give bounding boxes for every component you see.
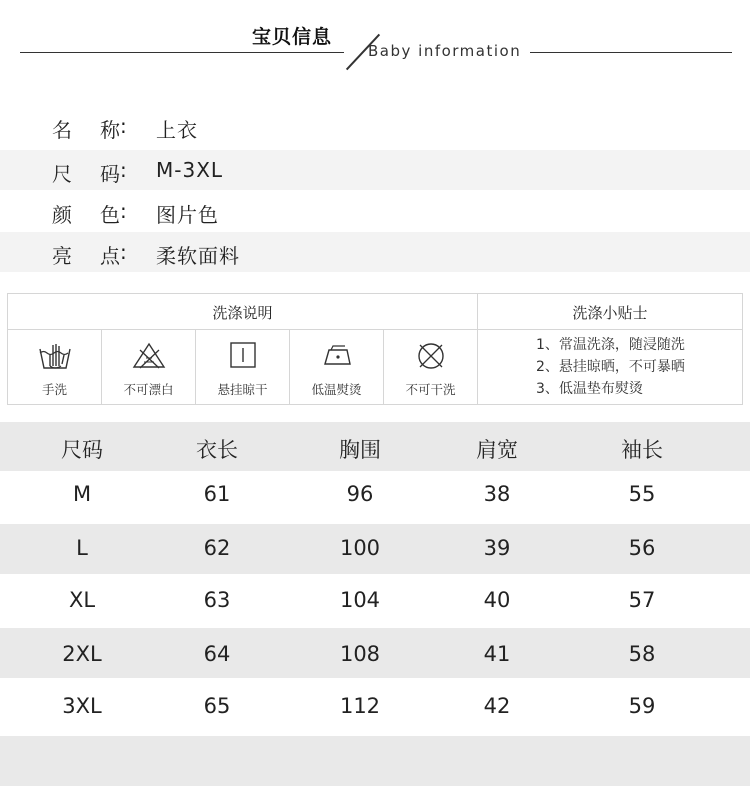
care-label: 低温熨烫	[311, 382, 362, 397]
info-key-char: 亮	[52, 244, 72, 268]
table-cell: 56	[628, 536, 656, 560]
info-value: M-3XL	[156, 158, 224, 182]
low-iron-icon	[319, 340, 355, 370]
section-title: 宝贝信息	[252, 26, 333, 48]
table-cell: 108	[339, 642, 381, 666]
hand-wash-icon	[37, 340, 73, 372]
info-key-char: 点	[100, 244, 120, 268]
table-cell: 41	[483, 642, 511, 666]
info-value: 柔软面料	[156, 244, 240, 268]
table-cell: 59	[628, 694, 656, 718]
column-header: 衣长	[196, 438, 238, 462]
info-row-highlight	[0, 232, 750, 272]
info-key-char: 码	[100, 162, 120, 186]
table-row	[0, 471, 750, 524]
table-cell: 2XL	[62, 642, 102, 666]
care-label: 手洗	[41, 382, 67, 397]
table-cell: 57	[628, 588, 656, 612]
care-label: 不可漂白	[123, 382, 174, 397]
column-header: 袖长	[621, 438, 663, 462]
table-cell: 58	[628, 642, 656, 666]
care-item-hand-wash	[8, 330, 101, 404]
table-row	[0, 628, 750, 678]
care-label: 不可干洗	[405, 382, 456, 397]
info-key-char: 色	[100, 203, 120, 227]
info-row-color	[0, 191, 750, 231]
info-key-char: 称	[100, 118, 120, 142]
table-cell: 64	[203, 642, 231, 666]
table-cell: 40	[483, 588, 511, 612]
tip-item: 1、常温洗涤，随浸随洗	[536, 337, 685, 353]
divider	[477, 294, 478, 404]
table-footer-band	[0, 736, 750, 786]
table-cell: 42	[483, 694, 511, 718]
section-header	[0, 0, 750, 80]
table-cell: 3XL	[62, 694, 102, 718]
table-cell: 39	[483, 536, 511, 560]
info-value: 图片色	[156, 203, 219, 227]
no-dry-clean-icon	[414, 340, 448, 372]
column-header: 肩宽	[476, 438, 518, 462]
column-header: 胸围	[339, 438, 381, 462]
table-cell: M	[72, 482, 92, 506]
table-row	[0, 678, 750, 736]
tip-item: 3、低温垫布熨烫	[536, 381, 643, 397]
product-info	[0, 106, 750, 273]
care-instructions-box	[7, 293, 743, 405]
tip-item: 2、悬挂晾晒，不可暴晒	[536, 359, 685, 375]
colon: :	[120, 199, 127, 223]
table-cell: XL	[68, 588, 96, 612]
table-cell: L	[76, 536, 88, 560]
table-row	[0, 574, 750, 628]
info-key-char: 名	[52, 118, 72, 142]
care-item-no-dry-clean	[384, 330, 477, 404]
care-item-hang-dry	[196, 330, 289, 404]
table-cell: 96	[346, 482, 374, 506]
section-subtitle: Baby information	[368, 42, 522, 60]
tips-title: 洗涤小贴士	[572, 304, 648, 322]
info-key-char: 尺	[52, 162, 72, 186]
table-cell: 104	[339, 588, 381, 612]
table-cell: 38	[483, 482, 511, 506]
table-cell: 61	[203, 482, 231, 506]
size-table-header	[0, 422, 750, 471]
table-cell: 65	[203, 694, 231, 718]
size-table	[0, 422, 750, 786]
table-cell: 62	[203, 536, 231, 560]
colon: :	[120, 158, 127, 182]
column-header: 尺码	[61, 438, 103, 462]
care-item-low-iron	[290, 330, 383, 404]
table-cell: 100	[339, 536, 381, 560]
table-cell: 63	[203, 588, 231, 612]
table-cell: 112	[339, 694, 381, 718]
care-item-no-bleach	[102, 330, 195, 404]
info-value: 上衣	[156, 118, 198, 142]
colon: :	[120, 240, 127, 264]
table-cell: 55	[628, 482, 656, 506]
info-row-name	[0, 106, 750, 146]
no-bleach-icon	[131, 340, 167, 370]
hang-dry-icon	[228, 340, 258, 370]
table-row	[0, 524, 750, 574]
colon: :	[120, 114, 127, 138]
info-row-size	[0, 150, 750, 190]
divider-line-right	[530, 52, 732, 53]
care-title: 洗涤说明	[212, 304, 273, 322]
care-label: 悬挂晾干	[217, 382, 268, 397]
divider-line-left	[20, 52, 344, 53]
info-key-char: 颜	[52, 203, 72, 227]
